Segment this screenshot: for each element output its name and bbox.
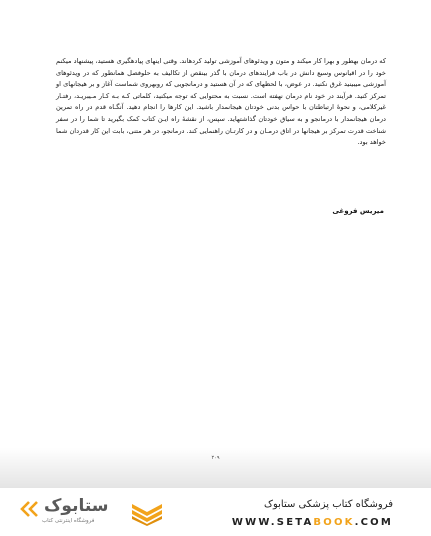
logo-wordmark: ستابوک — [44, 496, 109, 516]
logo-tagline: فروشگاه اینترنتی کتاب — [42, 518, 95, 524]
store-url-prefix: WWW.SETA — [231, 517, 314, 528]
store-name: فروشگاه کتاب پزشکی ستابوک — [264, 499, 393, 510]
store-url-suffix: .COM — [354, 517, 393, 528]
store-url-accent: BOOK — [313, 517, 355, 528]
author-signature: میریس فروغی — [332, 207, 384, 215]
store-footer — [0, 488, 431, 536]
page-bottom-shadow — [0, 448, 431, 488]
double-chevron-icon — [20, 501, 40, 517]
book-stack-icon — [130, 500, 164, 526]
page-number: ۲۰۹ — [211, 455, 220, 461]
store-logo — [20, 496, 180, 530]
body-paragraph: که درمان بهطور و بهرا کار میکند و متون و ویدئوهای آموزشی تولید کردهاند. وقتی اینهای پیادهگیری هستید، پیشنهاد میکنم خود را در اقیانوس وسیع دانش در باب فرایندهای درمان با گذر بینقص از تکالیف به حلوفصل همانطور که در ویدئوهای آموزشی میبینید غرق نکنید. در عوض، با لحظهای که در آن هستید و درمانجویی که روبهروی شماست آغاز و بر هیجانهای او تمرکز کنید. فرآیند در خود نام درمان نهفته است. نسبت به محتوایی که توجه میکنید، کلماتی کـه بـه کـار مـیبریـد، رفتـار غیرکلامی، و نحوهٔ ارتباطتان با حواس بدنی خودتان هیجانمدار باشید. این کارها را انجام دهید. آنگـاه قدم در راه تمرین درمان هیجانمدار با درمانجو و به سیاق خودتان گذاشتهاید. سپس، از نقشهٔ راه ایـن کتاب کمک بگیرید تا شما را در سفر شناخت قدرت تمرکز بر هیجانها در اتاق درمـان و در کارتـان راهنمایی کند. درمانجو، در هر متنی، بابت این کار قدردان شما خواهد بود. — [56, 57, 386, 147]
store-url[interactable] — [232, 517, 393, 528]
